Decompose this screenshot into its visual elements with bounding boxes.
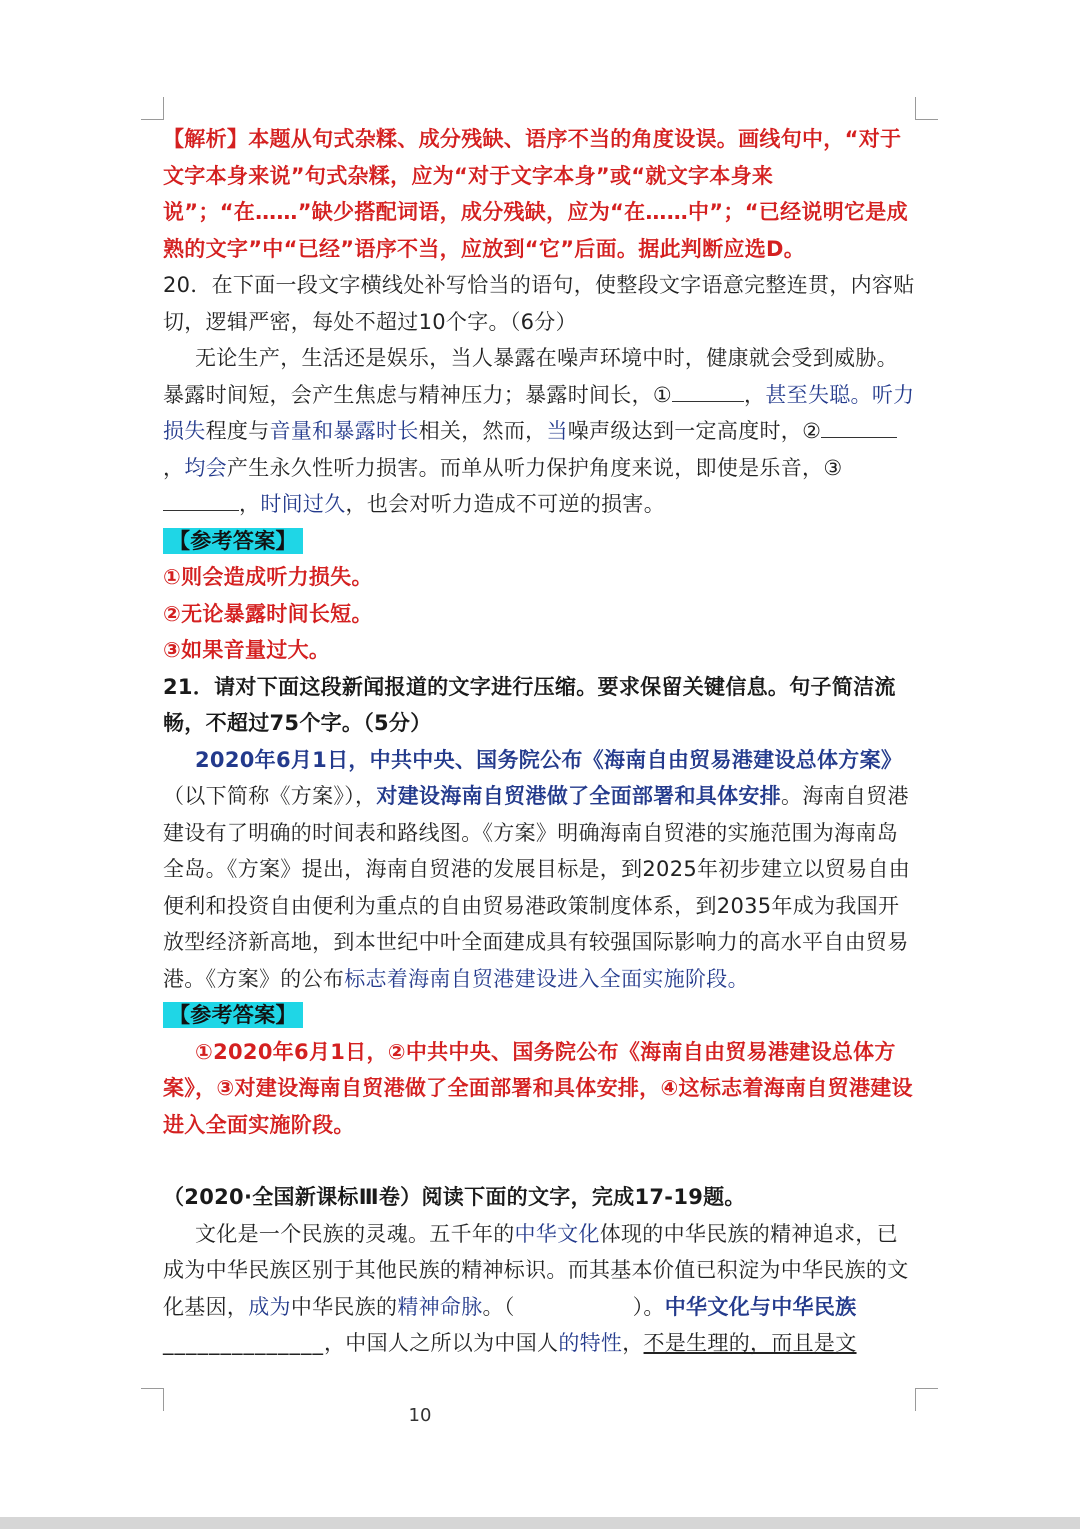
q20-answer-3: ③如果音量过大。 bbox=[163, 638, 331, 662]
q20-text: ， bbox=[239, 492, 261, 516]
margin-corner-top-left bbox=[141, 97, 164, 120]
q21-highlight: 对建设海南自贸港做了全面部署和具体安排 bbox=[376, 784, 782, 808]
q21-answer-label-row bbox=[163, 997, 915, 1034]
q20-highlight: 当 bbox=[546, 419, 568, 443]
reading-heading: （2020·全国新课标Ⅲ卷）阅读下面的文字，完成17-19题。 bbox=[163, 1185, 746, 1209]
q20-blank-2 bbox=[821, 417, 897, 438]
analysis-tag: 【解析】 bbox=[163, 127, 249, 151]
q20-passage bbox=[163, 340, 915, 523]
q20-text: 无论生产，生活还是娱乐，当人暴露在噪声环境中时，健康就会受到威胁。暴露时间短，会产生焦虑与精神压力；暴露时间长， bbox=[163, 346, 898, 407]
q20-text: 噪声级达到一定高度时， bbox=[567, 419, 803, 443]
q20-text: ， bbox=[744, 382, 766, 407]
q20-stem: 20．在下面一段文字横线处补写恰当的语句，使整段文字语意完整连贯，内容贴切，逻辑严密，每处不超过10个字。（6分） bbox=[163, 273, 915, 334]
answer-label: 【参考答案】 bbox=[163, 1002, 303, 1028]
q21-text: （以下简称《方案》）， bbox=[163, 784, 377, 808]
q20-marker-2: ② bbox=[802, 419, 822, 443]
q20-marker-1: ① bbox=[652, 382, 673, 407]
q21-passage bbox=[163, 742, 915, 998]
analysis-text: 本题从句式杂糅、成分残缺、语序不当的角度设误。画线句中，“对于文字本身来说”句式杂糅，应为“对于文字本身”或“就文字本身来说”；“在……”缺少搭配词语，成分残缺，应为“在……中”；“已经说明它是成熟的文字”中“已经”语序不当，应放到“它”后面。据此判断应选D。 bbox=[163, 127, 908, 261]
reading-text: ，中国人之所以为中国人 bbox=[324, 1331, 559, 1355]
q20-highlight: 均会 bbox=[184, 455, 227, 480]
page-number: 10 bbox=[408, 1405, 432, 1426]
margin-corner-top-right bbox=[915, 97, 938, 120]
reading-highlight: 中华文化与中华民族 bbox=[664, 1294, 857, 1319]
q20-blank-3 bbox=[163, 490, 239, 511]
q20-text: ， bbox=[163, 455, 185, 480]
margin-corner-bottom-left bbox=[141, 1388, 164, 1411]
q20-highlight: 音量和暴露时长 bbox=[269, 419, 419, 443]
reading-highlight: 成为 bbox=[248, 1294, 291, 1319]
reading-highlight: 中华文化 bbox=[514, 1221, 600, 1246]
q21-stem: 21．请对下面这段新闻报道的文字进行压缩。要求保留关键信息。句子简洁流畅，不超过75个字。（5分） bbox=[163, 674, 896, 735]
reading-text: 文化是一个民族的灵魂。五千年的 bbox=[195, 1221, 515, 1246]
q20-answer-2: ②无论暴露时间长短。 bbox=[163, 601, 373, 626]
reading-highlight: 的特性 bbox=[558, 1331, 623, 1355]
analysis-paragraph bbox=[163, 121, 915, 267]
reading-text: ， bbox=[622, 1331, 644, 1355]
q20-answer-label-row bbox=[163, 523, 915, 560]
reading-text: ）。 bbox=[632, 1294, 665, 1319]
reading-underlined: 不是生理的，而且是文 bbox=[643, 1331, 857, 1355]
q20-text: 产生永久性听力损害。而单从听力保护角度来说，即使是乐音， bbox=[226, 455, 824, 480]
reading-dash-blank: ______________ bbox=[163, 1331, 324, 1355]
reading-text: 体现的中华民族的精神追求，已成为中华民族区别于其他民族的精神标识。而其基本价值已积淀为中华民族的文化基因， bbox=[163, 1221, 909, 1319]
q21-highlight: 2020年6月1日，中共中央、国务院公布《海南自由贸易港建设总体方案》 bbox=[195, 747, 903, 772]
reading-passage bbox=[163, 1216, 915, 1362]
q21-highlight: 标志着海南自贸港建设进入全面实施阶段。 bbox=[344, 966, 749, 991]
q20-blank-1 bbox=[672, 381, 744, 402]
section-spacer bbox=[163, 1143, 915, 1179]
reading-text: 中华民族的 bbox=[290, 1294, 398, 1319]
q21-answer: ①2020年6月1日，②中共中央、国务院公布《海南自由贸易港建设总体方案》，③对建设海南自贸港做了全面部署和具体安排，④这标志着海南自贸港建设进入全面实施阶段。 bbox=[163, 1039, 913, 1137]
q20-highlight: 时间过久 bbox=[260, 492, 346, 516]
q20-marker-3: ③ bbox=[823, 455, 843, 480]
page-content bbox=[163, 121, 915, 1362]
q20-text: 程度与 bbox=[205, 419, 270, 443]
reading-highlight: 精神命脉 bbox=[397, 1294, 483, 1319]
q20-text: ，也会对听力造成不可逆的损害。 bbox=[345, 492, 666, 516]
q20-text: 相关，然而， bbox=[418, 419, 547, 443]
q20-answer-1: ①则会造成听力损失。 bbox=[163, 565, 373, 589]
reading-text: 。（ bbox=[482, 1294, 515, 1319]
answer-label: 【参考答案】 bbox=[163, 528, 303, 554]
viewer-bottom-bar bbox=[0, 1517, 1080, 1529]
q21-text: 。海南自贸港建设有了明确的时间表和路线图。《方案》明确海南自贸港的实施范围为海南岛全岛。《方案》提出，海南自贸港的发展目标是，到2025年初步建立以贸易自由便利和投资自由便利为重点的自由贸易港政策制度体系，到2035年成为我国开放型经济新高地，到本世纪中叶全面建成具有较强国际影响力的高水平自由贸易港。《方案》的公布 bbox=[163, 784, 911, 991]
q20-highlight: 甚至失聪。听力损失 bbox=[163, 382, 915, 443]
margin-corner-bottom-right bbox=[915, 1388, 938, 1411]
